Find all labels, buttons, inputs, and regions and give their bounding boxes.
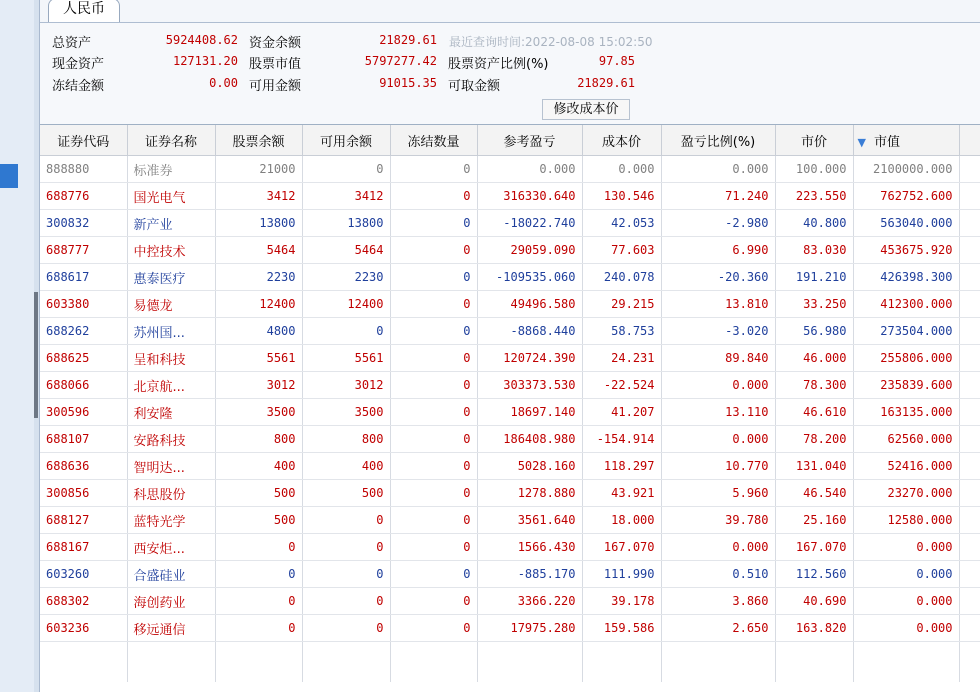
cell-available-balance: 400 [302, 453, 390, 480]
cell-frozen-qty: 0 [390, 237, 477, 264]
cell-frozen-qty: 0 [390, 372, 477, 399]
table-row[interactable] [40, 561, 980, 588]
cell-code: 688127 [40, 507, 127, 534]
cell-reference-pnl: 29059.090 [477, 237, 582, 264]
cell-stock-balance: 21000 [215, 156, 302, 183]
cell-available-balance: 3500 [302, 399, 390, 426]
cell-stock-balance: 800 [215, 426, 302, 453]
col-header-reference-pnl[interactable]: 参考盈亏 [477, 125, 582, 156]
cell-extra [959, 156, 980, 183]
cell-name: 呈和科技 [127, 345, 215, 372]
cell-market-price: 78.200 [775, 426, 853, 453]
cell-name: 西安炬... [127, 534, 215, 561]
cell-frozen-qty: 0 [390, 480, 477, 507]
cell-reference-pnl: 1278.880 [477, 480, 582, 507]
col-header-code[interactable]: 证券代码 [40, 125, 127, 156]
cell-name: 利安隆 [127, 399, 215, 426]
cell-name: 移远通信 [127, 615, 215, 642]
cell-stock-balance: 500 [215, 507, 302, 534]
cell-reference-pnl: -885.170 [477, 561, 582, 588]
cell-market-value: 23270.000 [853, 480, 959, 507]
cell-frozen-qty: 0 [390, 399, 477, 426]
cell-extra [959, 264, 980, 291]
cell-stock-balance: 3500 [215, 399, 302, 426]
table-row[interactable] [40, 264, 980, 291]
cell-available-balance: 0 [302, 615, 390, 642]
currency-tab-bar [40, 0, 980, 23]
cell-frozen-qty: 0 [390, 291, 477, 318]
table-row[interactable] [40, 210, 980, 237]
empty-cell [661, 642, 775, 683]
empty-cell [582, 642, 661, 683]
cell-frozen-qty: 0 [390, 318, 477, 345]
table-body [40, 156, 980, 683]
cell-market-price: 46.540 [775, 480, 853, 507]
cell-cost-price: 43.921 [582, 480, 661, 507]
empty-cell [127, 642, 215, 683]
cell-reference-pnl: 3366.220 [477, 588, 582, 615]
cell-stock-balance: 0 [215, 588, 302, 615]
cell-stock-balance: 4800 [215, 318, 302, 345]
cell-cost-price: -22.524 [582, 372, 661, 399]
cell-name: 北京航... [127, 372, 215, 399]
cell-market-value: 563040.000 [853, 210, 959, 237]
cell-available-balance: 800 [302, 426, 390, 453]
cell-available-balance: 12400 [302, 291, 390, 318]
cell-name: 中控技术 [127, 237, 215, 264]
cell-market-value: 273504.000 [853, 318, 959, 345]
cell-name: 苏州国... [127, 318, 215, 345]
cell-stock-balance: 12400 [215, 291, 302, 318]
cell-extra [959, 426, 980, 453]
cell-extra [959, 480, 980, 507]
cell-pnl-ratio: 71.240 [661, 183, 775, 210]
cell-name: 智明达... [127, 453, 215, 480]
cell-pnl-ratio: 0.000 [661, 534, 775, 561]
table-header-row [40, 125, 980, 156]
cell-cost-price: 39.178 [582, 588, 661, 615]
cell-cost-price: 58.753 [582, 318, 661, 345]
cell-reference-pnl: 5028.160 [477, 453, 582, 480]
cell-extra [959, 237, 980, 264]
cell-reference-pnl: 1566.430 [477, 534, 582, 561]
cell-available-balance: 0 [302, 588, 390, 615]
cell-code: 688302 [40, 588, 127, 615]
cell-pnl-ratio: 3.860 [661, 588, 775, 615]
cell-stock-balance: 3012 [215, 372, 302, 399]
col-header-market-value-label: 市值 [873, 134, 900, 150]
tab-rmb[interactable]: 人民币 [48, 0, 120, 22]
cell-market-value: 62560.000 [853, 426, 959, 453]
account-summary [40, 23, 980, 124]
withdrawable-label: 可取金额 [448, 79, 501, 94]
cell-market-value: 255806.000 [853, 345, 959, 372]
cell-reference-pnl: 3561.640 [477, 507, 582, 534]
cell-reference-pnl: 0.000 [477, 156, 582, 183]
empty-cell [215, 642, 302, 683]
withdrawable-value: 21829.61 [577, 76, 635, 90]
cell-code: 300832 [40, 210, 127, 237]
cell-cost-price: 41.207 [582, 399, 661, 426]
empty-cell [959, 642, 980, 683]
col-header-cost-price[interactable]: 成本价 [582, 125, 661, 156]
cell-name: 易德龙 [127, 291, 215, 318]
cell-pnl-ratio: -20.360 [661, 264, 775, 291]
cell-cost-price: 42.053 [582, 210, 661, 237]
cell-pnl-ratio: 2.650 [661, 615, 775, 642]
cell-pnl-ratio: -3.020 [661, 318, 775, 345]
cell-code: 688107 [40, 426, 127, 453]
cell-market-price: 131.040 [775, 453, 853, 480]
cell-stock-balance: 0 [215, 615, 302, 642]
frozen-amount-value: 0.00 [209, 76, 238, 90]
cell-available-balance: 0 [302, 156, 390, 183]
cell-available-balance: 500 [302, 480, 390, 507]
table-row[interactable] [40, 507, 980, 534]
col-header-stock-balance[interactable]: 股票余额 [215, 125, 302, 156]
cell-frozen-qty: 0 [390, 534, 477, 561]
cell-available-balance: 0 [302, 318, 390, 345]
empty-cell [853, 642, 959, 683]
cell-name: 惠泰医疗 [127, 264, 215, 291]
table-row[interactable] [40, 480, 980, 507]
cell-code: 603380 [40, 291, 127, 318]
cell-market-price: 100.000 [775, 156, 853, 183]
cell-code: 688777 [40, 237, 127, 264]
cell-extra [959, 615, 980, 642]
cell-code: 688167 [40, 534, 127, 561]
cell-market-value: 0.000 [853, 534, 959, 561]
fund-balance-value: 21829.61 [379, 33, 437, 47]
cell-cost-price: 159.586 [582, 615, 661, 642]
cell-reference-pnl: 186408.980 [477, 426, 582, 453]
modify-cost-price-button[interactable]: 修改成本价 [542, 99, 630, 120]
stock-ratio-value: 97.85 [598, 54, 635, 68]
selected-nav-marker[interactable] [0, 164, 18, 188]
stock-value-value: 5797277.42 [364, 54, 437, 68]
cell-extra [959, 507, 980, 534]
cell-code: 888880 [40, 156, 127, 183]
cell-available-balance: 0 [302, 534, 390, 561]
cell-cost-price: 29.215 [582, 291, 661, 318]
cell-frozen-qty: 0 [390, 615, 477, 642]
available-amount-value: 91015.35 [379, 76, 437, 90]
table-row[interactable] [40, 237, 980, 264]
last-query-time: 最近查询时间:2022-08-08 15:02:50 [449, 35, 653, 49]
stock-ratio-label: 股票资产比例(%) [448, 57, 549, 72]
cell-reference-pnl: 49496.580 [477, 291, 582, 318]
cell-name: 新产业 [127, 210, 215, 237]
cell-cost-price: 111.990 [582, 561, 661, 588]
cell-cost-price: 77.603 [582, 237, 661, 264]
cell-stock-balance: 0 [215, 561, 302, 588]
table-row[interactable] [40, 345, 980, 372]
cell-reference-pnl: -18022.740 [477, 210, 582, 237]
cell-extra [959, 372, 980, 399]
cell-available-balance: 5561 [302, 345, 390, 372]
cell-code: 300596 [40, 399, 127, 426]
cell-extra [959, 453, 980, 480]
left-panel [0, 0, 35, 692]
cell-market-value: 0.000 [853, 561, 959, 588]
cell-name: 海创药业 [127, 588, 215, 615]
cell-extra [959, 210, 980, 237]
cell-frozen-qty: 0 [390, 453, 477, 480]
cell-available-balance: 0 [302, 561, 390, 588]
empty-cell [302, 642, 390, 683]
cell-extra [959, 534, 980, 561]
cell-market-value: 12580.000 [853, 507, 959, 534]
cell-stock-balance: 0 [215, 534, 302, 561]
cell-available-balance: 3412 [302, 183, 390, 210]
cell-market-price: 83.030 [775, 237, 853, 264]
cell-stock-balance: 5561 [215, 345, 302, 372]
table-row[interactable] [40, 588, 980, 615]
cell-code: 300856 [40, 480, 127, 507]
cell-code: 603236 [40, 615, 127, 642]
col-header-available-balance[interactable]: 可用余额 [302, 125, 390, 156]
cell-extra [959, 318, 980, 345]
cell-cost-price: 118.297 [582, 453, 661, 480]
cell-frozen-qty: 0 [390, 183, 477, 210]
cell-available-balance: 5464 [302, 237, 390, 264]
cash-assets-label: 现金资产 [52, 57, 105, 72]
cell-market-price: 112.560 [775, 561, 853, 588]
account-panel [40, 0, 980, 692]
frozen-amount-label: 冻结金额 [52, 79, 105, 94]
table-row[interactable] [40, 534, 980, 561]
cell-pnl-ratio: 39.780 [661, 507, 775, 534]
cell-market-price: 223.550 [775, 183, 853, 210]
table-row[interactable] [40, 615, 980, 642]
cell-market-value: 412300.000 [853, 291, 959, 318]
col-header-frozen-qty[interactable]: 冻结数量 [390, 125, 477, 156]
cell-market-value: 453675.920 [853, 237, 959, 264]
cell-code: 688262 [40, 318, 127, 345]
cell-pnl-ratio: -2.980 [661, 210, 775, 237]
cell-code: 688625 [40, 345, 127, 372]
cell-name: 合盛硅业 [127, 561, 215, 588]
cell-market-value: 2100000.000 [853, 156, 959, 183]
cell-pnl-ratio: 5.960 [661, 480, 775, 507]
cell-market-value: 163135.000 [853, 399, 959, 426]
cell-market-price: 56.980 [775, 318, 853, 345]
cell-available-balance: 13800 [302, 210, 390, 237]
cell-code: 688776 [40, 183, 127, 210]
sort-desc-icon: ▼ [857, 135, 866, 149]
cell-frozen-qty: 0 [390, 210, 477, 237]
cell-cost-price: -154.914 [582, 426, 661, 453]
cell-pnl-ratio: 10.770 [661, 453, 775, 480]
cell-available-balance: 2230 [302, 264, 390, 291]
cell-cost-price: 18.000 [582, 507, 661, 534]
cell-pnl-ratio: 0.510 [661, 561, 775, 588]
cell-cost-price: 167.070 [582, 534, 661, 561]
cell-pnl-ratio: 89.840 [661, 345, 775, 372]
cell-cost-price: 130.546 [582, 183, 661, 210]
cell-stock-balance: 3412 [215, 183, 302, 210]
stock-value-label: 股票市值 [249, 57, 302, 72]
cell-name: 安路科技 [127, 426, 215, 453]
cell-stock-balance: 2230 [215, 264, 302, 291]
cell-pnl-ratio: 0.000 [661, 372, 775, 399]
cell-market-price: 25.160 [775, 507, 853, 534]
cell-extra [959, 588, 980, 615]
cell-market-price: 46.610 [775, 399, 853, 426]
cell-extra [959, 561, 980, 588]
table-row[interactable] [40, 372, 980, 399]
cell-frozen-qty: 0 [390, 426, 477, 453]
table-row[interactable] [40, 183, 980, 210]
cell-code: 688636 [40, 453, 127, 480]
cell-market-value: 0.000 [853, 615, 959, 642]
cell-cost-price: 240.078 [582, 264, 661, 291]
cell-stock-balance: 500 [215, 480, 302, 507]
cell-reference-pnl: 316330.640 [477, 183, 582, 210]
cell-market-price: 167.070 [775, 534, 853, 561]
total-assets-label: 总资产 [52, 36, 92, 51]
available-amount-label: 可用金额 [249, 79, 302, 94]
splitter-grip[interactable] [34, 292, 38, 418]
cell-reference-pnl: 303373.530 [477, 372, 582, 399]
positions-table [40, 124, 980, 693]
cell-frozen-qty: 0 [390, 561, 477, 588]
cell-market-price: 33.250 [775, 291, 853, 318]
cell-name: 标准券 [127, 156, 215, 183]
cell-code: 688066 [40, 372, 127, 399]
cell-frozen-qty: 0 [390, 507, 477, 534]
table-row[interactable] [40, 156, 980, 183]
cell-cost-price: 24.231 [582, 345, 661, 372]
cell-extra [959, 345, 980, 372]
col-header-market-price[interactable]: 市价 [775, 125, 853, 156]
cell-extra [959, 399, 980, 426]
cell-name: 科思股份 [127, 480, 215, 507]
cell-stock-balance: 400 [215, 453, 302, 480]
empty-cell [40, 642, 127, 683]
cell-code: 603260 [40, 561, 127, 588]
empty-cell [477, 642, 582, 683]
table-row[interactable] [40, 399, 980, 426]
cell-code: 688617 [40, 264, 127, 291]
cell-reference-pnl: -8868.440 [477, 318, 582, 345]
cell-frozen-qty: 0 [390, 264, 477, 291]
cell-market-price: 46.000 [775, 345, 853, 372]
cell-stock-balance: 5464 [215, 237, 302, 264]
cell-market-value: 52416.000 [853, 453, 959, 480]
cell-name: 国光电气 [127, 183, 215, 210]
empty-row [40, 642, 980, 683]
total-assets-value: 5924408.62 [165, 33, 238, 47]
table-row[interactable] [40, 318, 980, 345]
cell-frozen-qty: 0 [390, 156, 477, 183]
cell-pnl-ratio: 6.990 [661, 237, 775, 264]
cell-pnl-ratio: 0.000 [661, 426, 775, 453]
cell-market-price: 40.690 [775, 588, 853, 615]
cell-extra [959, 183, 980, 210]
col-header-name[interactable]: 证券名称 [127, 125, 215, 156]
cell-frozen-qty: 0 [390, 345, 477, 372]
cell-available-balance: 3012 [302, 372, 390, 399]
empty-cell [775, 642, 853, 683]
cell-market-value: 235839.600 [853, 372, 959, 399]
cell-pnl-ratio: 13.810 [661, 291, 775, 318]
cell-market-price: 40.800 [775, 210, 853, 237]
cell-available-balance: 0 [302, 507, 390, 534]
cell-cost-price: 0.000 [582, 156, 661, 183]
col-header-extra [959, 125, 980, 156]
col-header-market-value[interactable] [853, 125, 959, 156]
cell-pnl-ratio: 0.000 [661, 156, 775, 183]
cell-market-value: 426398.300 [853, 264, 959, 291]
cell-market-value: 762752.600 [853, 183, 959, 210]
cell-reference-pnl: 18697.140 [477, 399, 582, 426]
table-row[interactable] [40, 291, 980, 318]
cell-reference-pnl: 120724.390 [477, 345, 582, 372]
cell-reference-pnl: 17975.280 [477, 615, 582, 642]
cell-extra [959, 291, 980, 318]
cell-reference-pnl: -109535.060 [477, 264, 582, 291]
cell-market-price: 163.820 [775, 615, 853, 642]
table-row[interactable] [40, 453, 980, 480]
cell-name: 蓝特光学 [127, 507, 215, 534]
cell-pnl-ratio: 13.110 [661, 399, 775, 426]
cell-frozen-qty: 0 [390, 588, 477, 615]
empty-cell [390, 642, 477, 683]
cash-assets-value: 127131.20 [172, 54, 238, 68]
cell-stock-balance: 13800 [215, 210, 302, 237]
cell-market-price: 191.210 [775, 264, 853, 291]
cell-market-price: 78.300 [775, 372, 853, 399]
col-header-pnl-ratio[interactable]: 盈亏比例(%) [661, 125, 775, 156]
cell-market-value: 0.000 [853, 588, 959, 615]
table-row[interactable] [40, 426, 980, 453]
fund-balance-label: 资金余额 [249, 36, 302, 51]
